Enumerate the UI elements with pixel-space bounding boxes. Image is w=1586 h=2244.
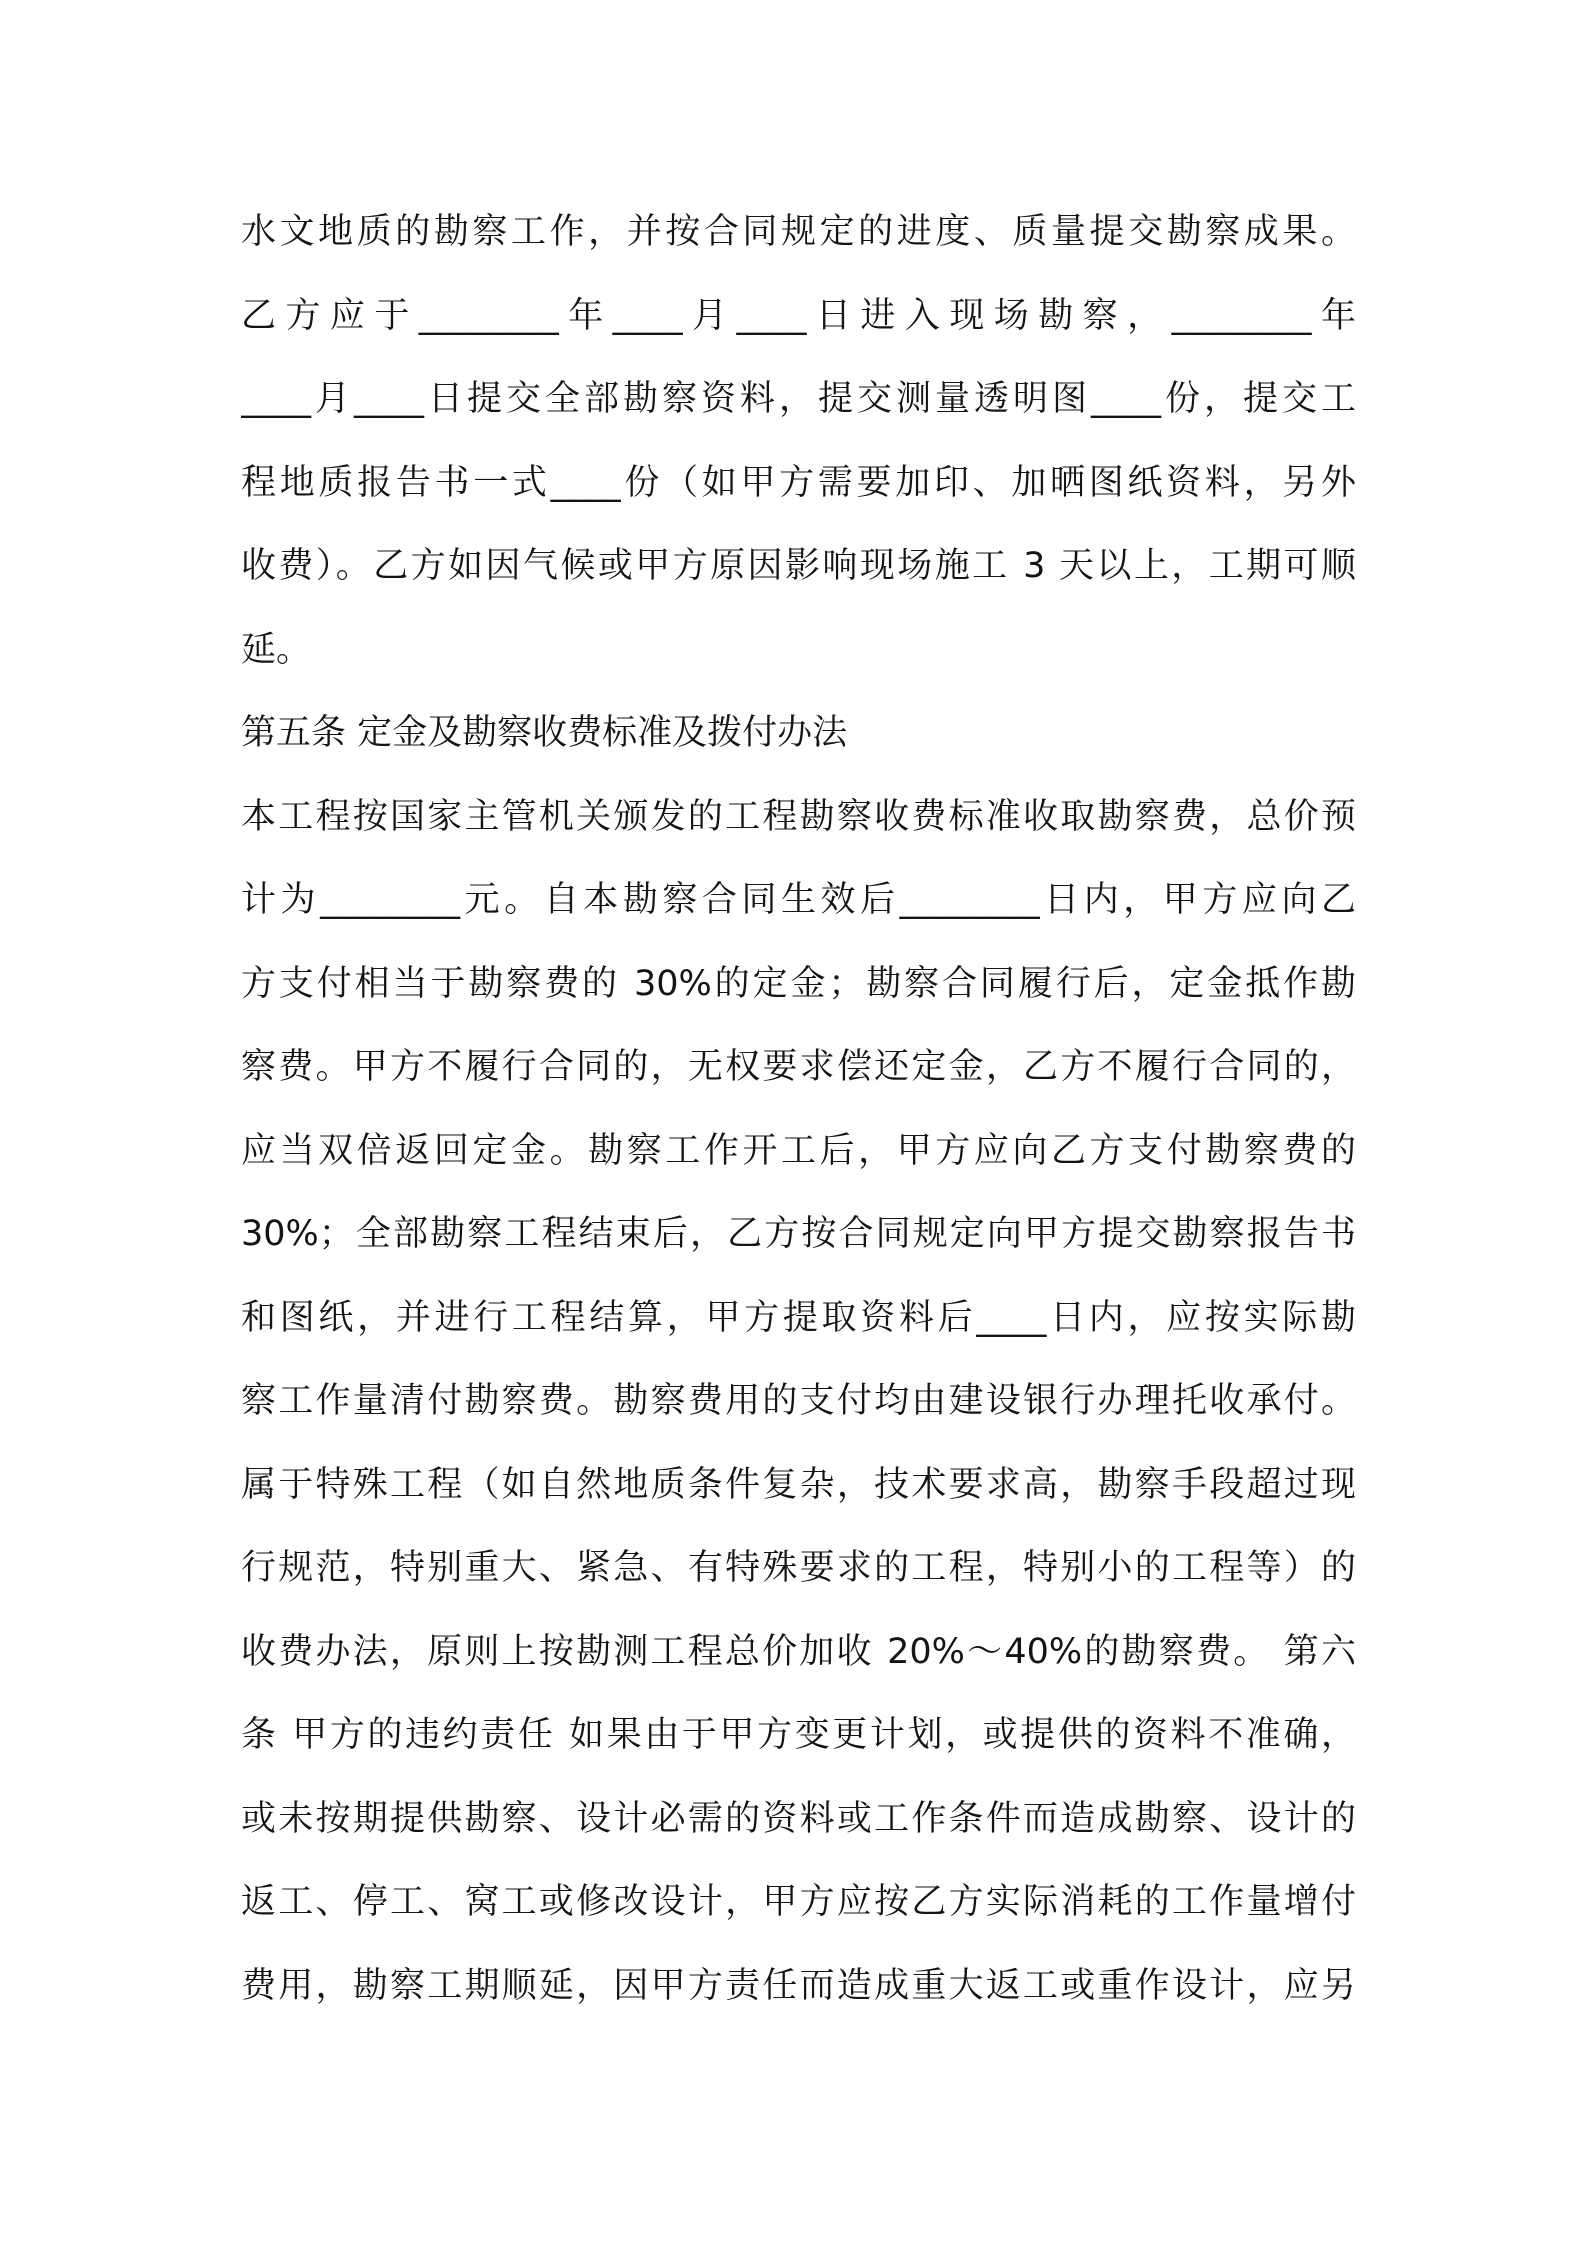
text-line: 延。 xyxy=(241,630,312,670)
text-line: 行规范，特别重大、紧急、有特殊要求的工程，特别小的工程等）的 xyxy=(241,1548,1356,1588)
text-line: 程地质报告书一式____份（如甲方需要加印、加晒图纸资料，另外 xyxy=(241,463,1356,503)
text-line: 或未按期提供勘察、设计必需的资料或工作条件而造成勘察、设计的 xyxy=(241,1799,1356,1839)
text-line: 30%；全部勘察工程结束后，乙方按合同规定向甲方提交勘察报告书 xyxy=(241,1214,1356,1254)
text-line: 属于特殊工程（如自然地质条件复杂，技术要求高，勘察手段超过现 xyxy=(241,1465,1356,1505)
text-line: 方支付相当于勘察费的 30%的定金；勘察合同履行后，定金抵作勘 xyxy=(241,964,1356,1004)
text-line: 收费办法，原则上按勘测工程总价加收 20%～40%的勘察费。 第六 xyxy=(241,1632,1356,1672)
text-line: 和图纸，并进行工程结算，甲方提取资料后____日内，应按实际勘 xyxy=(241,1298,1356,1338)
text-line: 返工、停工、窝工或修改设计，甲方应按乙方实际消耗的工作量增付 xyxy=(241,1882,1356,1922)
text-line: 察工作量清付勘察费。勘察费用的支付均由建设银行办理托收承付。 xyxy=(241,1381,1356,1421)
text-line: ____月____日提交全部勘察资料，提交测量透明图____份，提交工 xyxy=(241,379,1356,419)
text-line: 乙方应于________年____月____日进入现场勘察，________年 xyxy=(241,296,1356,336)
text-line: 计为________元。自本勘察合同生效后________日内，甲方应向乙 xyxy=(241,880,1356,920)
text-line: 本工程按国家主管机关颁发的工程勘察收费标准收取勘察费，总价预 xyxy=(241,797,1356,837)
text-line: 费用，勘察工期顺延，因甲方责任而造成重大返工或重作设计，应另 xyxy=(241,1966,1356,2006)
text-line: 察费。甲方不履行合同的，无权要求偿还定金，乙方不履行合同的， xyxy=(241,1047,1356,1087)
section-heading: 第五条 定金及勘察收费标准及拨付办法 xyxy=(241,713,848,753)
text-line: 水文地质的勘察工作，并按合同规定的进度、质量提交勘察成果。 xyxy=(241,212,1356,252)
text-line: 应当双倍返回定金。勘察工作开工后，甲方应向乙方支付勘察费的 xyxy=(241,1131,1356,1171)
text-line: 收费）。乙方如因气候或甲方原因影响现场施工 3 天以上，工期可顺 xyxy=(241,546,1356,586)
text-line: 条 甲方的违约责任 如果由于甲方变更计划，或提供的资料不准确， xyxy=(241,1715,1356,1755)
